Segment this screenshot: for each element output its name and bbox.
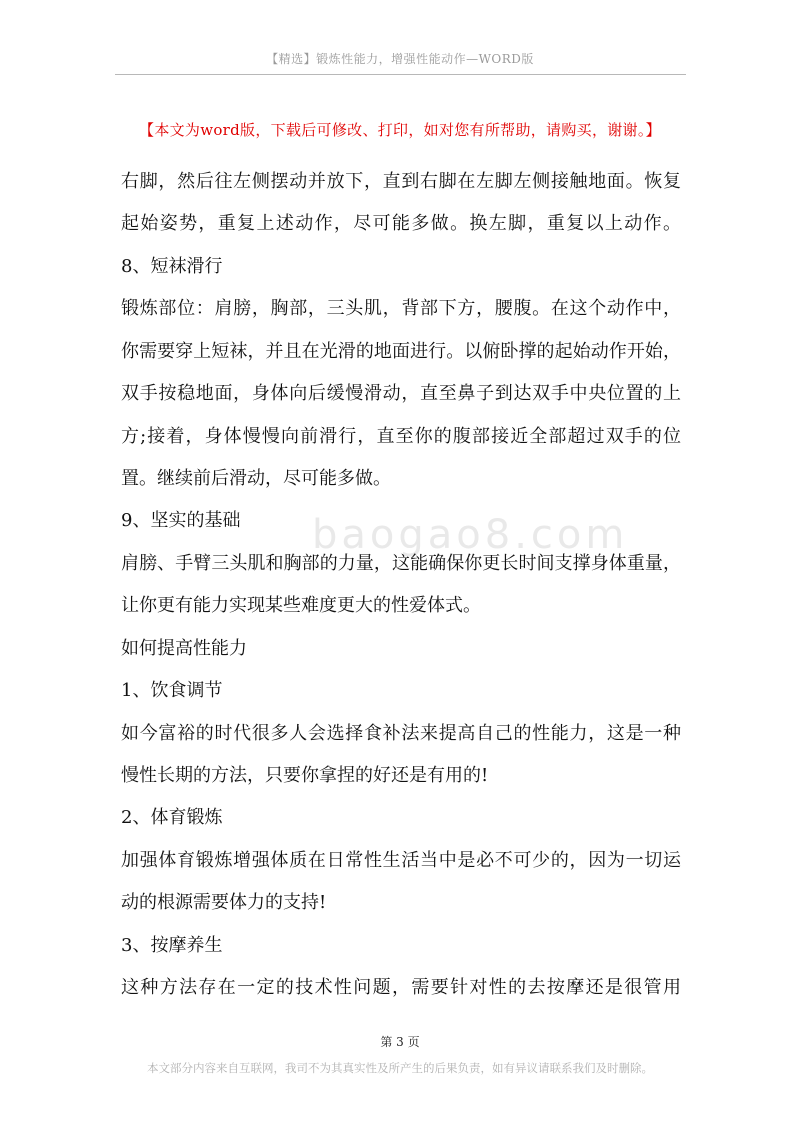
section-heading: 8、短袜滑行 bbox=[121, 256, 223, 277]
body-line: 动的根源需要体力的支持! bbox=[121, 892, 327, 913]
body-line: 方;接着，身体慢慢向前滑行，直至你的腹部接近全部超过双手的位 bbox=[121, 426, 681, 447]
body-line: 慢性长期的方法，只要你拿捏的好还是有用的! bbox=[121, 765, 489, 786]
watermark: baogao8.com bbox=[312, 512, 629, 558]
body-line: 如今富裕的时代很多人会选择食补法来提高自己的性能力，这是一种 bbox=[121, 723, 681, 744]
body-line: 起始姿势，重复上述动作，尽可能多做。换左脚，重复以上动作。 bbox=[121, 213, 681, 234]
page-number: 第 3 页 bbox=[380, 1035, 420, 1049]
body-line: 右脚，然后往左侧摆动并放下，直到右脚在左脚左侧接触地面。恢复 bbox=[121, 171, 681, 192]
body-line: 锻炼部位：肩膀，胸部，三头肌，背部下方，腰腹。在这个动作中， bbox=[121, 298, 681, 319]
body-line: 让你更有能力实现某些难度更大的性爱体式。 bbox=[121, 595, 481, 616]
body-line: 加强体育锻炼增强体质在日常性生活当中是必不可少的，因为一切运 bbox=[121, 850, 681, 871]
section-heading: 如何提高性能力 bbox=[121, 638, 247, 659]
body-line: 置。继续前后滑动，尽可能多做。 bbox=[121, 468, 391, 489]
body-line: 你需要穿上短袜，并且在光滑的地面进行。以俯卧撑的起始动作开始， bbox=[121, 341, 681, 362]
page-footer: 本文部分内容来自互联网，我司不为其真实性及所产生的后果负责，如有异议请联系我们及时删除。 bbox=[147, 1061, 653, 1075]
section-heading: 2、体育锻炼 bbox=[121, 807, 223, 828]
section-heading: 1、饮食调节 bbox=[121, 680, 223, 701]
page-header: 【精选】锻炼性能力，增强性能动作—WORD版 bbox=[266, 52, 534, 66]
download-notice: 【本文为word版，下载后可修改、打印，如对您有所帮助，请购买，谢谢。】 bbox=[139, 121, 661, 139]
body-line: 双手按稳地面，身体向后缓慢滑动，直至鼻子到达双手中央位置的上 bbox=[121, 383, 681, 404]
header-divider bbox=[115, 74, 686, 75]
body-line: 这种方法存在一定的技术性问题，需要针对性的去按摩还是很管用 bbox=[121, 977, 681, 998]
body-line: 肩膀、手臂三头肌和胸部的力量，这能确保你更长时间支撑身体重量， bbox=[121, 553, 681, 574]
section-heading: 9、坚实的基础 bbox=[121, 510, 241, 531]
section-heading: 3、按摩养生 bbox=[121, 935, 223, 956]
